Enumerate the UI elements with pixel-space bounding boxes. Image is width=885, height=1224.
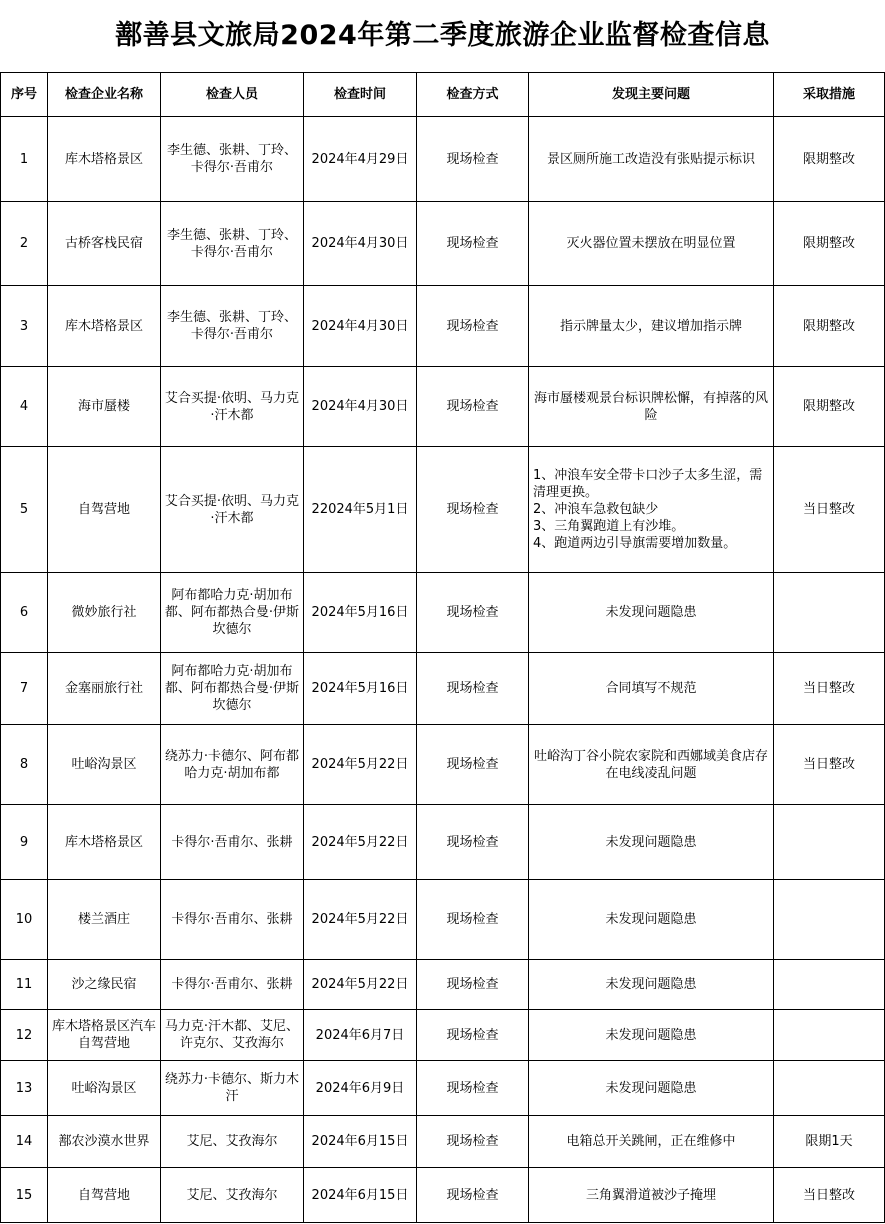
table-row [1, 1116, 885, 1168]
cell-time: 2024年4月30日 [304, 367, 417, 447]
cell-time: 2024年5月22日 [304, 805, 417, 880]
cell-no: 9 [1, 805, 48, 880]
cell-measure [774, 1061, 885, 1116]
cell-time: 2024年6月15日 [304, 1116, 417, 1168]
cell-no: 13 [1, 1061, 48, 1116]
cell-measure [774, 573, 885, 653]
table-row [1, 1168, 885, 1223]
table-row [1, 805, 885, 880]
table-row [1, 1061, 885, 1116]
cell-company: 库木塔格景区 [48, 286, 161, 367]
cell-inspectors: 马力克·汗木都、艾尼、许克尔、艾孜海尔 [161, 1010, 304, 1061]
cell-company: 自驾营地 [48, 1168, 161, 1223]
cell-time: 2024年4月30日 [304, 286, 417, 367]
cell-inspectors: 卡得尔·吾甫尔、张耕 [161, 805, 304, 880]
cell-time: 2024年4月30日 [304, 202, 417, 286]
cell-no: 1 [1, 117, 48, 202]
header-method: 检查方式 [417, 73, 529, 117]
cell-issue: 未发现问题隐患 [529, 960, 774, 1010]
cell-time: 2024年4月29日 [304, 117, 417, 202]
cell-issue: 三角翼滑道被沙子掩埋 [529, 1168, 774, 1223]
cell-company: 库木塔格景区 [48, 117, 161, 202]
cell-issue: 海市蜃楼观景台标识牌松懈，有掉落的风险 [529, 367, 774, 447]
cell-inspectors: 艾尼、艾孜海尔 [161, 1116, 304, 1168]
cell-inspectors: 艾尼、艾孜海尔 [161, 1168, 304, 1223]
cell-no: 6 [1, 573, 48, 653]
inspection-table [0, 72, 885, 1223]
header-measure: 采取措施 [774, 73, 885, 117]
cell-inspectors: 阿布都哈力克·胡加布都、阿布都热合曼·伊斯坎德尔 [161, 573, 304, 653]
cell-method: 现场检查 [417, 573, 529, 653]
page-title: 鄯善县文旅局2024年第二季度旅游企业监督检查信息 [115, 20, 770, 51]
cell-method: 现场检查 [417, 1168, 529, 1223]
issue-item: 4、跑道两边引导旗需要增加数量。 [533, 536, 737, 551]
cell-method: 现场检查 [417, 202, 529, 286]
cell-inspectors: 绕苏力·卡德尔、斯力木汗 [161, 1061, 304, 1116]
cell-inspectors: 艾合买提·依明、马力克·汗木都 [161, 447, 304, 573]
cell-company: 楼兰酒庄 [48, 880, 161, 960]
cell-method: 现场检查 [417, 960, 529, 1010]
cell-issue: 未发现问题隐患 [529, 1010, 774, 1061]
cell-inspectors: 绕苏力·卡德尔、阿布都哈力克·胡加布都 [161, 725, 304, 805]
cell-time: 22024年5月1日 [304, 447, 417, 573]
cell-no: 4 [1, 367, 48, 447]
cell-measure: 限期整改 [774, 117, 885, 202]
cell-no: 15 [1, 1168, 48, 1223]
cell-method: 现场检查 [417, 1061, 529, 1116]
cell-company: 海市蜃楼 [48, 367, 161, 447]
cell-measure: 限期整改 [774, 286, 885, 367]
cell-measure: 当日整改 [774, 725, 885, 805]
cell-issue: 未发现问题隐患 [529, 573, 774, 653]
table-row [1, 447, 885, 573]
cell-company: 吐峪沟景区 [48, 725, 161, 805]
table-row [1, 367, 885, 447]
table-row [1, 573, 885, 653]
cell-issue: 指示牌量太少，建议增加指示牌 [529, 286, 774, 367]
cell-time: 2024年5月16日 [304, 653, 417, 725]
cell-measure: 限期整改 [774, 367, 885, 447]
cell-measure: 当日整改 [774, 447, 885, 573]
table-header-row [1, 73, 885, 117]
cell-measure [774, 1010, 885, 1061]
table-row [1, 202, 885, 286]
cell-time: 2024年6月9日 [304, 1061, 417, 1116]
cell-no: 12 [1, 1010, 48, 1061]
cell-company: 微妙旅行社 [48, 573, 161, 653]
table-row [1, 1010, 885, 1061]
cell-method: 现场检查 [417, 880, 529, 960]
table-row [1, 117, 885, 202]
cell-measure [774, 880, 885, 960]
table-row [1, 653, 885, 725]
cell-time: 2024年5月22日 [304, 960, 417, 1010]
cell-measure: 限期整改 [774, 202, 885, 286]
cell-no: 8 [1, 725, 48, 805]
cell-company: 库木塔格景区汽车自驾营地 [48, 1010, 161, 1061]
cell-time: 2024年6月7日 [304, 1010, 417, 1061]
cell-method: 现场检查 [417, 367, 529, 447]
cell-measure [774, 960, 885, 1010]
cell-no: 10 [1, 880, 48, 960]
cell-company: 金塞丽旅行社 [48, 653, 161, 725]
cell-inspectors: 阿布都哈力克·胡加布都、阿布都热合曼·伊斯坎德尔 [161, 653, 304, 725]
cell-issue: 吐峪沟丁谷小院农家院和西娜域美食店存在电线凌乱问题 [529, 725, 774, 805]
cell-time: 2024年6月15日 [304, 1168, 417, 1223]
cell-inspectors: 李生德、张耕、丁玲、卡得尔·吾甫尔 [161, 202, 304, 286]
cell-inspectors: 卡得尔·吾甫尔、张耕 [161, 960, 304, 1010]
cell-measure: 限期1天 [774, 1116, 885, 1168]
cell-no: 11 [1, 960, 48, 1010]
cell-company: 库木塔格景区 [48, 805, 161, 880]
cell-inspectors: 李生德、张耕、丁玲、卡得尔·吾甫尔 [161, 117, 304, 202]
cell-issue: 合同填写不规范 [529, 653, 774, 725]
cell-issue: 未发现问题隐患 [529, 1061, 774, 1116]
cell-method: 现场检查 [417, 1116, 529, 1168]
cell-inspectors: 艾合买提·依明、马力克·汗木都 [161, 367, 304, 447]
cell-no: 7 [1, 653, 48, 725]
table-row [1, 960, 885, 1010]
cell-inspectors: 李生德、张耕、丁玲、卡得尔·吾甫尔 [161, 286, 304, 367]
cell-issue: 灭火器位置未摆放在明显位置 [529, 202, 774, 286]
cell-no: 3 [1, 286, 48, 367]
table-row [1, 286, 885, 367]
cell-method: 现场检查 [417, 805, 529, 880]
cell-issue-list [529, 447, 774, 573]
cell-issue: 未发现问题隐患 [529, 805, 774, 880]
cell-time: 2024年5月22日 [304, 725, 417, 805]
cell-no: 2 [1, 202, 48, 286]
cell-no: 5 [1, 447, 48, 573]
header-issue: 发现主要问题 [529, 73, 774, 117]
cell-company: 沙之缘民宿 [48, 960, 161, 1010]
cell-company: 自驾营地 [48, 447, 161, 573]
cell-company: 吐峪沟景区 [48, 1061, 161, 1116]
cell-company: 古桥客栈民宿 [48, 202, 161, 286]
header-time: 检查时间 [304, 73, 417, 117]
cell-method: 现场检查 [417, 725, 529, 805]
cell-method: 现场检查 [417, 447, 529, 573]
header-company: 检查企业名称 [48, 73, 161, 117]
cell-method: 现场检查 [417, 286, 529, 367]
cell-issue: 电箱总开关跳闸，正在维修中 [529, 1116, 774, 1168]
issue-item: 2、冲浪车急救包缺少 [533, 502, 659, 517]
cell-method: 现场检查 [417, 1010, 529, 1061]
cell-measure: 当日整改 [774, 653, 885, 725]
cell-issue: 景区厕所施工改造没有张贴提示标识 [529, 117, 774, 202]
issue-item: 1、冲浪车安全带卡口沙子太多生涩，需清理更换。 [533, 468, 763, 500]
cell-measure [774, 805, 885, 880]
cell-method: 现场检查 [417, 117, 529, 202]
cell-method: 现场检查 [417, 653, 529, 725]
header-inspectors: 检查人员 [161, 73, 304, 117]
table-row [1, 880, 885, 960]
cell-time: 2024年5月22日 [304, 880, 417, 960]
cell-time: 2024年5月16日 [304, 573, 417, 653]
cell-issue: 未发现问题隐患 [529, 880, 774, 960]
issue-item: 3、三角翼跑道上有沙堆。 [533, 519, 685, 534]
cell-company: 鄯农沙漠水世界 [48, 1116, 161, 1168]
table-row [1, 725, 885, 805]
cell-no: 14 [1, 1116, 48, 1168]
header-no: 序号 [1, 73, 48, 117]
cell-inspectors: 卡得尔·吾甫尔、张耕 [161, 880, 304, 960]
cell-measure: 当日整改 [774, 1168, 885, 1223]
